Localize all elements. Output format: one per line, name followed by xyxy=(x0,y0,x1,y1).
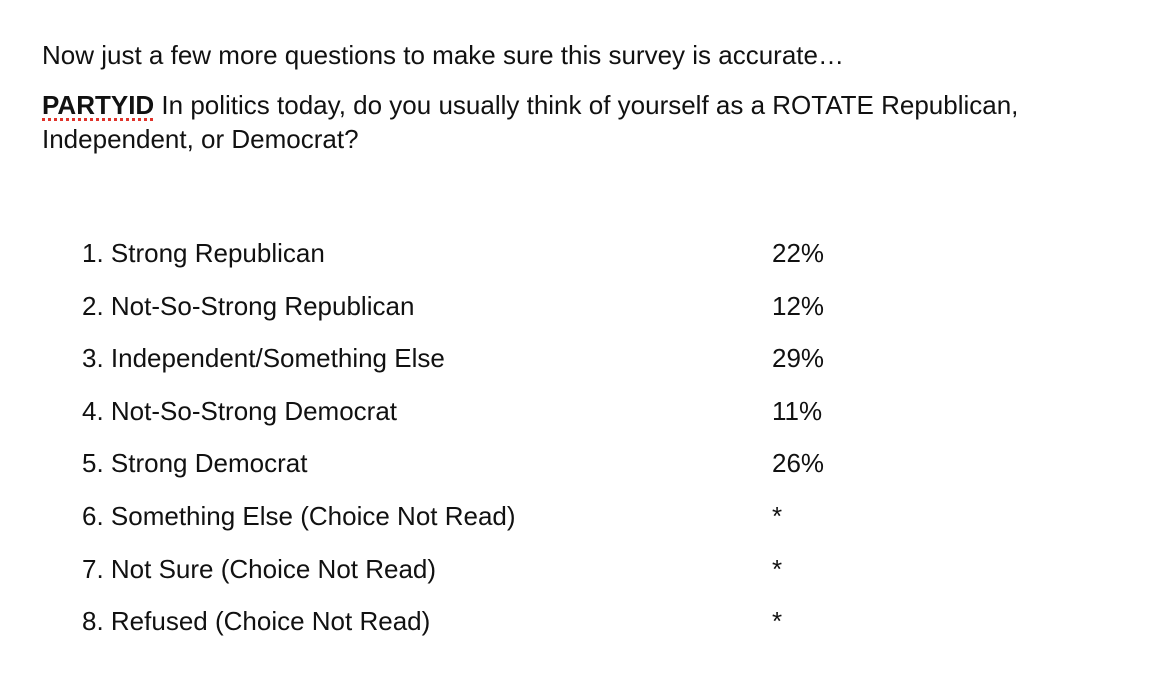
intro-text: Now just a few more questions to make sure this survey is accurate… xyxy=(42,40,844,70)
answer-option xyxy=(82,495,842,548)
answer-option-value: * xyxy=(772,553,783,584)
answer-option-value: 22% xyxy=(772,238,825,268)
question-id: PARTYID xyxy=(42,90,155,120)
answer-option-label: 2. Not-So-Strong Republican xyxy=(82,290,415,321)
answer-option-value: 29% xyxy=(772,343,825,374)
answer-option xyxy=(82,390,842,443)
question-block xyxy=(42,88,1122,156)
answer-option xyxy=(82,600,842,653)
answer-option-value: 11% xyxy=(772,395,823,426)
answer-options-list xyxy=(82,232,842,653)
answer-option xyxy=(82,232,842,285)
answer-option-label: 6. Something Else (Choice Not Read) xyxy=(82,500,516,531)
answer-option-value: 12% xyxy=(772,290,825,321)
answer-option-value: * xyxy=(772,500,783,531)
answer-option-label: 3. Independent/Something Else xyxy=(82,343,445,374)
answer-option-label: 7. Not Sure (Choice Not Read) xyxy=(82,553,437,584)
question-text: In politics today, do you usually think of yourself as a ROTATE Republican, Independent, or Democrat? xyxy=(42,90,1019,154)
answer-option-label: 4. Not-So-Strong Democrat xyxy=(82,395,398,426)
answer-option-label: 1. Strong Republican xyxy=(82,238,325,268)
answer-option-label: 5. Strong Democrat xyxy=(82,448,308,479)
answer-option-value: * xyxy=(772,606,783,637)
answer-option xyxy=(82,442,842,495)
answer-option xyxy=(82,285,842,338)
answer-option xyxy=(82,548,842,601)
answer-option-label: 8. Refused (Choice Not Read) xyxy=(82,606,431,637)
answer-option xyxy=(82,337,842,390)
answer-option-value: 26% xyxy=(772,448,825,479)
